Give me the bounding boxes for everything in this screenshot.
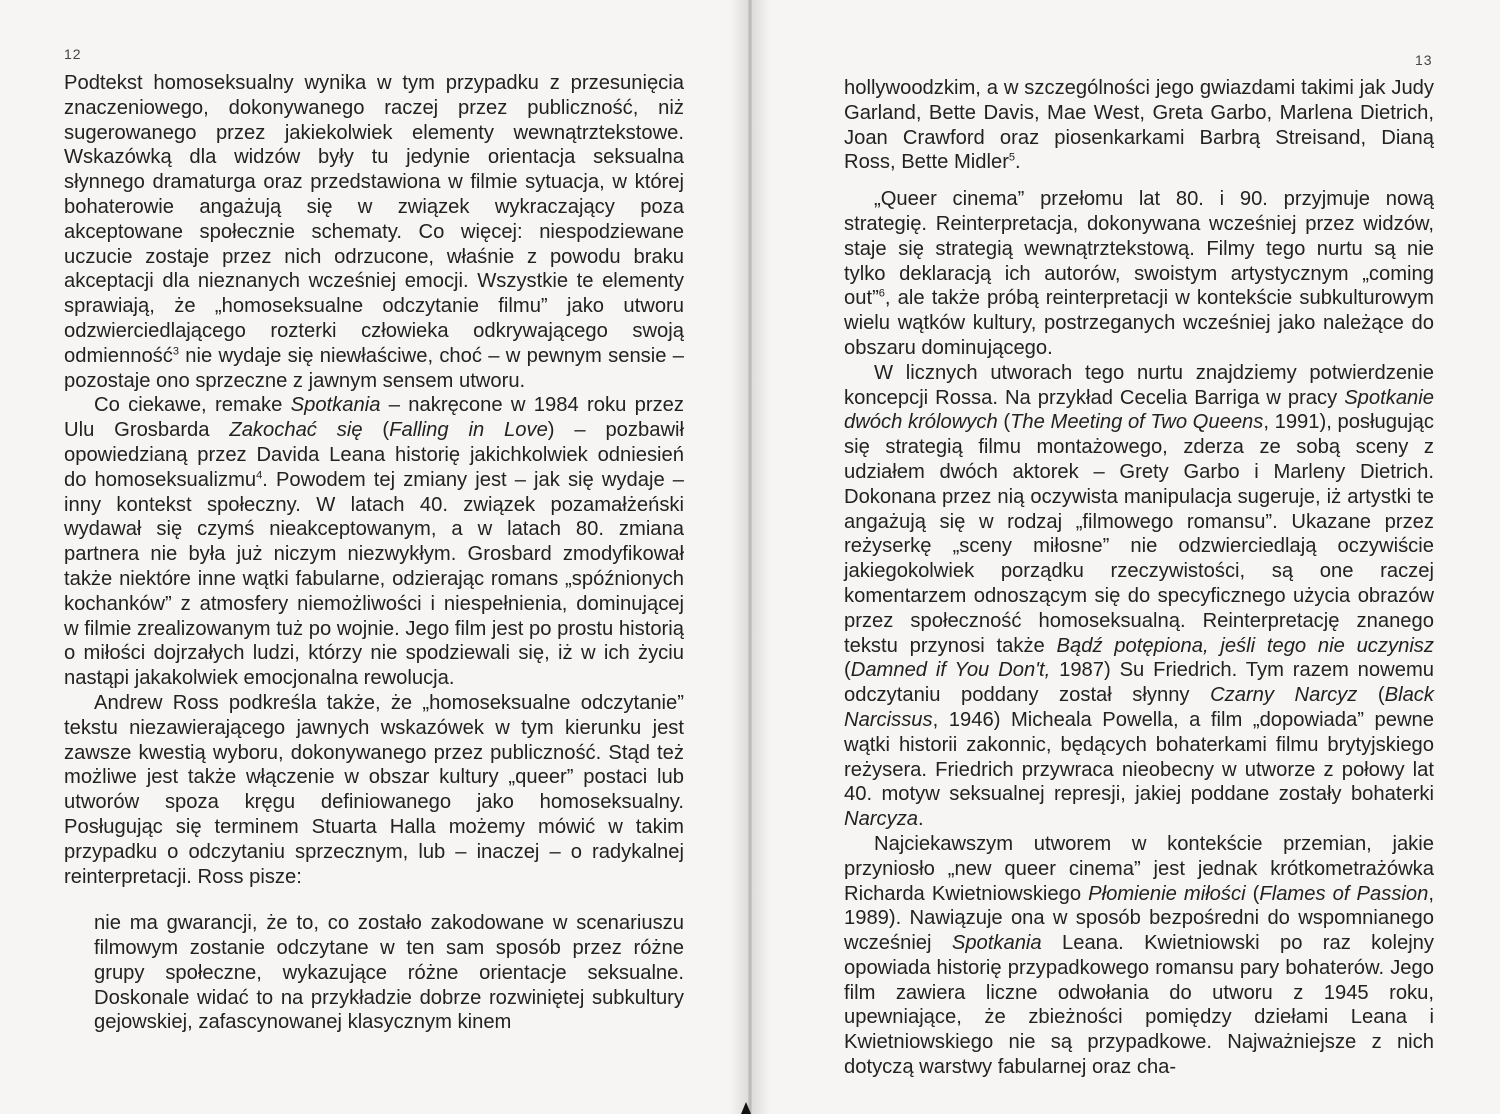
page-number-left: 12 xyxy=(64,46,82,62)
right-page xyxy=(752,0,1500,1114)
left-page-body xyxy=(64,71,684,1035)
block-quote: nie ma gwarancji, że to, co zostało zakodowane w scenariuszu filmowym zostanie odczytane w ten sam sposób przez różne grupy społeczne, wykazujące różne orientacje seksualne. Doskonale widać to na przykładzie dobrze rozwiniętej subkultury gejowskiej, zafascynowanej klasycznym kinem xyxy=(94,912,684,1034)
block-quote-continued: hollywoodzkim, a w szczególności jego gwiazdami takimi jak Judy Garland, Bette Davis, Mae West, Greta Garbo, Marlena Dietrich, Joan Crawford oraz piosenkarkami Barbrą Streisand, Dianą Ross, Bette Midler$^5$. xyxy=(844,77,1434,174)
right-page-body xyxy=(844,76,1434,1080)
book-gutter xyxy=(730,0,770,1114)
paragraph: Andrew Ross podkreśla także, że „homoseksualne odczytanie” tekstu niezawierającego jawnych wskazówek w tym kierunku jest zawsze kwestią wyboru, dokonywanego przez publiczność. Stąd też możliwe jest także włączenie w obszar kultury „queer” postaci lub utworów spoza kręgu definiowanego jako homoseksualny. Posługując się terminem Stuarta Halla możemy mówić w takim przypadku o odczytaniu sprzecznym, lub – inaczej – o radykalnej reinterpretacji. Ross pisze: xyxy=(64,691,684,888)
paragraph: Najciekawszym utworem w kontekście przemian, jakie przyniosło „new queer cinema” jest jednak krótkometrażówka Richarda Kwietniowskiego Płomienie miłości (Flames of Passion, 1989). Nawiązuje ona w sposób bezpośredni do wspomnianego wcześniej Spotkania Leana. Kwietniowski po raz kolejny opowiada historię przypadkowego romansu pary bohaterów. Jego film zawiera liczne odwołania do utworu z 1945 roku, upewniające, że zbieżności pomiędzy dziełami Leana i Kwietniowskiego nie są przypadkowe. Najważniejsze z nich dotyczą warstwy fabularnej oraz cha- xyxy=(844,832,1434,1079)
footnote-ref[interactable]: 4 xyxy=(256,469,263,482)
left-page xyxy=(0,0,748,1114)
paragraph: W licznych utworach tego nurtu znajdziemy potwierdzenie koncepcji Rossa. Na przykład Cecelia Barriga w pracy Spotkanie dwóch królowych (The Meeting of Two Queens, 1991), posługując się strategią filmu montażowego, zderza ze sobą sceny z udziałem dwóch aktorek – Grety Garbo i Marleny Dietrich. Dokonana przez nią oczywista manipulacja sugeruje, iż artystki te angażują się w rodzaj „filmowego romansu”. Ukazane przez reżyserkę „sceny miłosne” nie odzwierciedlają oczywiście jakiegokolwiek porządku rzeczywistości, są one raczej komentarzem odnoszącym się do specyficznego użycia obrazów przez społeczność homoseksualną. Reinterpretację znanego tekstu przynosi także Bądź potępiona, jeśli tego nie uczynisz (Damned if You Don't, 1987) Su Friedrich. Tym razem nowemu odczytaniu poddany został słynny Czarny Narcyz (Black Narcissus, 1946) Micheala Powella, a film „dopowiada” pewne wątki historii zakonnic, będących bohaterkami filmu brytyjskiego reżysera. Friedrich przywraca nieobecny w utworze z połowy lat 40. motyw seksualnej represji, jakiej poddane zostały bohaterki Narcyza. xyxy=(844,361,1434,831)
footnote-ref[interactable]: 3 xyxy=(172,345,179,358)
footnote-ref[interactable]: 5 xyxy=(1008,151,1016,164)
page-number-right: 13 xyxy=(1415,52,1433,68)
paragraph: Podtekst homoseksualny wynika w tym przypadku z przesunięcia znaczeniowego, dokonywanego raczej przez publiczność, niż sugerowanego przez jakiekolwiek elementy wewnątrztekstowe. Wskazówką dla widzów były tu jedynie orientacja seksualna słynnego dramaturga oraz przedstawiona w filmie sytuacja, w której bohaterowie angażują się w związek wykraczający poza akceptowane społecznie schematy. Co więcej: niespodziewane uczucie zostaje przez nich odrzucone, właśnie z powodu braku akceptacji dla nieznanych wcześniej emocji. Wszystkie te elementy sprawiają, że „homoseksualne odczytanie filmu” jako utworu odzwierciedlającego rozterki człowieka odkrywającego swoją odmienność$^3$ nie wydaje się niewłaściwe, choć – w pewnym sensie – pozostaje ono sprzeczne z jawnym sensem utworu. xyxy=(64,72,684,392)
bookmark-triangle-icon xyxy=(741,1102,751,1114)
paragraph: Co ciekawe, remake Spotkania – nakręcone w 1984 roku przez Ulu Grosbarda Zakochać się (Falling in Love) – pozbawił opowiedzianą przez Davida Leana historię jakichkolwiek odniesień do homoseksualizmu$^4$. Powodem tej zmiany jest – jak się wydaje – inny kontekst społeczny. W latach 40. związek pozamałżeński wydawał się czymś nieakceptowanym, a w latach 80. zmiana partnera nie była już niczym niezwykłym. Grosbard zmodyfikował także niektóre inne wątki fabularne, odzierając romans „spóźnionych kochanków” z atmosfery niemożliwości i niespełnienia, dominującej w filmie zrealizowanym tuż po wojnie. Jego film jest po prostu historią o miłości dojrzałych ludzi, którzy nie spodziewali się, iż w ich życiu nastąpi jakakolwiek emocjonalna rewolucja. xyxy=(64,394,684,690)
footnote-ref[interactable]: 6 xyxy=(878,287,885,300)
paragraph: „Queer cinema” przełomu lat 80. i 90. przyjmuje nową strategię. Reinterpretacja, dokonywana wcześniej przez widzów, staje się strategią wewnątrztekstową. Filmy tego nurtu są nie tylko deklaracją ich autorów, swoistym artystycznym „coming out”$^6$, ale także próbą reinterpretacji w kontekście subkulturowym wielu wątków kultury, postrzeganych wcześniej jako należące do obszaru dominującego. xyxy=(844,188,1434,359)
